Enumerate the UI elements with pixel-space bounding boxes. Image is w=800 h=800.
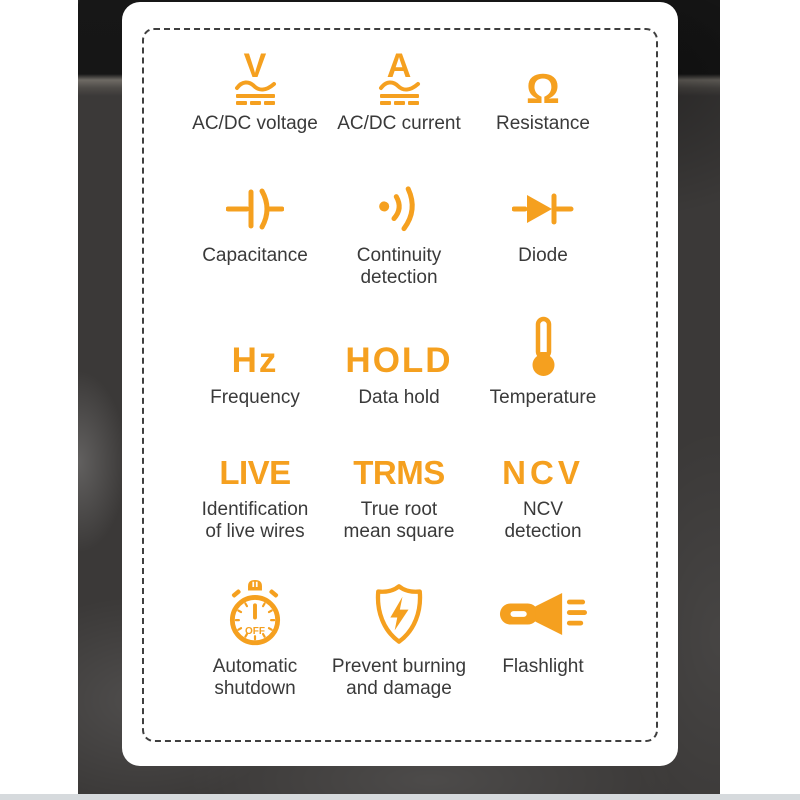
feature-ncv bbox=[471, 453, 615, 579]
flashlight-icon bbox=[499, 591, 587, 637]
icon-zone bbox=[183, 579, 327, 649]
icon-zone bbox=[471, 579, 615, 649]
icon-zone bbox=[327, 47, 471, 107]
feature-frequency bbox=[183, 316, 327, 453]
hold-word: HOLD bbox=[345, 341, 453, 380]
feature-label: AC/DC voltage bbox=[192, 113, 318, 134]
voltage-letter: V bbox=[243, 47, 267, 85]
ncv-word: NCV bbox=[502, 453, 584, 491]
feature-label: Identification of live wires bbox=[201, 499, 309, 542]
feature-continuity bbox=[327, 181, 471, 316]
feature-label: Continuity detection bbox=[356, 245, 442, 288]
icon-zone bbox=[327, 579, 471, 649]
feature-label: Data hold bbox=[358, 387, 440, 408]
feature-flashlight bbox=[471, 579, 615, 709]
feature-prevent-burning bbox=[327, 579, 471, 709]
acdc-voltage-icon bbox=[233, 47, 278, 107]
icon-zone bbox=[183, 47, 327, 107]
shield-lightning-icon bbox=[371, 582, 427, 646]
feature-data-hold bbox=[327, 316, 471, 453]
hz-word: Hz bbox=[231, 341, 279, 380]
feature-acdc-voltage bbox=[183, 47, 327, 181]
acdc-wave-icon bbox=[377, 80, 422, 107]
feature-trms bbox=[327, 453, 471, 579]
feature-label: Flashlight bbox=[502, 656, 584, 677]
continuity-icon bbox=[376, 184, 422, 234]
icon-zone bbox=[183, 181, 327, 237]
diode-icon bbox=[512, 190, 574, 228]
current-letter: A bbox=[386, 47, 412, 85]
icon-zone bbox=[327, 316, 471, 378]
stopwatch-off-icon bbox=[225, 580, 285, 648]
feature-label: Prevent burning and damage bbox=[331, 656, 467, 699]
feature-label: True root mean square bbox=[343, 499, 455, 542]
feature-label: Resistance bbox=[496, 113, 590, 134]
features-card bbox=[122, 2, 678, 766]
feature-capacitance bbox=[183, 181, 327, 316]
bottom-strip bbox=[0, 794, 800, 800]
feature-diode bbox=[471, 181, 615, 316]
feature-acdc-current bbox=[327, 47, 471, 181]
trms-word: TRMS bbox=[353, 453, 445, 491]
icon-zone bbox=[471, 453, 615, 491]
acdc-current-icon bbox=[377, 47, 422, 107]
feature-resistance bbox=[471, 51, 615, 181]
feature-temperature bbox=[471, 316, 615, 453]
off-text: OFF bbox=[244, 626, 266, 638]
omega-icon: Ω bbox=[526, 65, 560, 112]
icon-zone bbox=[327, 181, 471, 237]
feature-label: Diode bbox=[518, 245, 568, 266]
feature-label: AC/DC current bbox=[337, 113, 461, 134]
feature-live-wires bbox=[183, 453, 327, 579]
feature-label: NCV detection bbox=[504, 499, 582, 542]
icon-zone bbox=[183, 453, 327, 491]
icon-zone bbox=[327, 453, 471, 491]
feature-label: Temperature bbox=[489, 387, 597, 408]
thermometer-icon bbox=[530, 316, 557, 378]
features-grid bbox=[183, 47, 615, 709]
feature-label: Automatic shutdown bbox=[212, 656, 298, 699]
icon-zone bbox=[183, 316, 327, 378]
feature-label: Capacitance bbox=[202, 245, 308, 266]
feature-label: Frequency bbox=[210, 387, 300, 408]
icon-zone bbox=[471, 316, 615, 378]
feature-auto-shutdown bbox=[183, 579, 327, 709]
acdc-wave-icon bbox=[233, 80, 278, 107]
icon-zone bbox=[471, 181, 615, 237]
icon-zone bbox=[471, 51, 615, 112]
capacitor-icon bbox=[226, 187, 284, 231]
live-word: LIVE bbox=[219, 453, 291, 491]
